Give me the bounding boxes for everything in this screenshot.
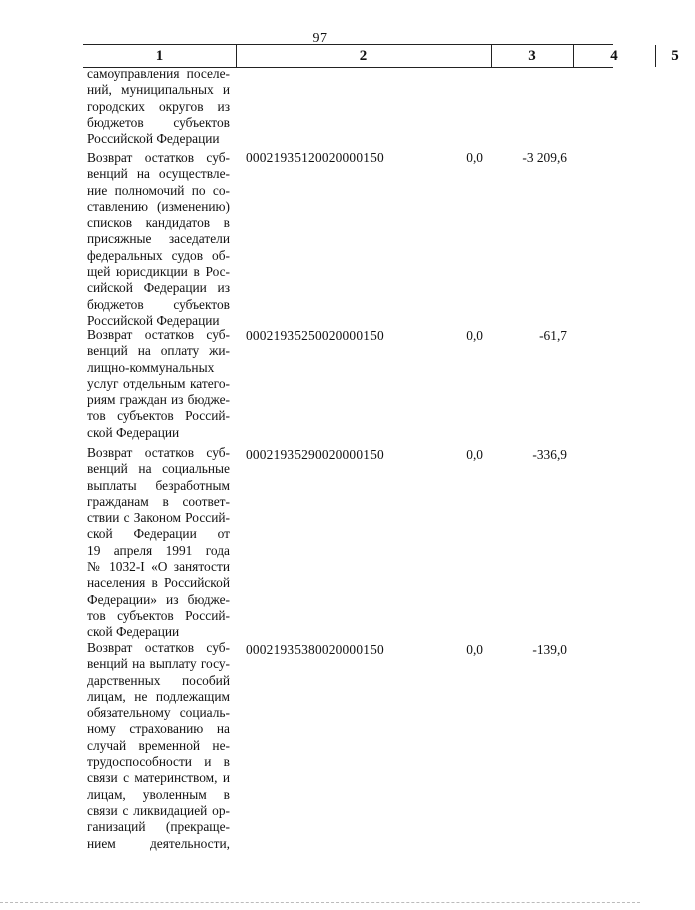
description-line: связи с ликвидацией ор- (87, 802, 230, 818)
description-line: списков кандидатов в (87, 215, 230, 231)
description-line: Возврат остатков суб- (87, 640, 230, 655)
description-line: трудоспособности и в (87, 754, 230, 770)
description-line: гражданам в соответ- (87, 493, 230, 509)
description-line: нием деятельности, (87, 835, 230, 851)
description-line: Российской Федерации (87, 131, 220, 147)
description-line: городских округов из (87, 98, 230, 114)
value-col-3: 0,0 (466, 642, 483, 657)
column-header-3: 3 (528, 48, 536, 64)
value-col-4: -61,7 (539, 328, 567, 343)
table-row-description (87, 66, 230, 147)
description-line: дарственных пособий (87, 672, 230, 688)
description-line: венций на выплату госу- (87, 656, 230, 672)
description-line: присяжные заседатели (87, 231, 230, 247)
value-col-4: -336,9 (532, 447, 567, 462)
description-line: федеральных судов об- (87, 247, 230, 263)
budget-code: 00021935380020000150 (246, 642, 384, 657)
budget-code: 00021935120020000150 (246, 150, 384, 165)
description-line: ний, муниципальных и (87, 82, 230, 98)
description-line: ному страхованию на (87, 721, 230, 737)
description-line: тов субъектов Россий- (87, 408, 230, 424)
description-line: ской Федерации (87, 624, 180, 640)
description-line: венций на осуществле- (87, 166, 230, 182)
description-line: населения в Российской (87, 575, 230, 591)
description-line: сийской Федерации из (87, 280, 230, 296)
description-line: ствии с Законом Россий- (87, 510, 230, 526)
page-number: 97 (312, 31, 328, 46)
budget-code: 00021935290020000150 (246, 447, 384, 462)
description-line: 19 апреля 1991 года (87, 542, 230, 558)
description-line: Возврат остатков суб- (87, 327, 230, 342)
value-col-4: -3 209,6 (522, 150, 567, 165)
table-row-description (87, 327, 230, 441)
table-header (83, 44, 679, 68)
description-line: Федерации» из бюдже- (87, 591, 230, 607)
description-line: риям граждан из бюдже- (87, 392, 230, 408)
description-line: венций на оплату жи- (87, 343, 230, 359)
description-line: обязательному социаль- (87, 705, 230, 721)
page-bottom-edge (0, 902, 640, 903)
table-row-description (87, 445, 230, 641)
description-line: ской Федерации от (87, 526, 230, 542)
description-line: № 1032-I «О занятости (87, 559, 230, 575)
description-line: связи с материнством, и (87, 770, 230, 786)
description-line: самоуправления поселе- (87, 66, 230, 81)
description-line: выплаты безработным (87, 477, 230, 493)
description-line: лицам, не подлежащим (87, 688, 230, 704)
budget-code: 00021935250020000150 (246, 328, 384, 343)
column-header-5: 5 (671, 48, 679, 64)
description-line: венций на социальные (87, 461, 230, 477)
value-col-4: -139,0 (532, 642, 567, 657)
description-line: Возврат остатков суб- (87, 445, 230, 460)
column-header-2: 2 (359, 48, 368, 64)
description-line: лицам, уволенным в (87, 786, 230, 802)
description-line: ние полномочий по со- (87, 182, 230, 198)
description-line: бюджетов субъектов (87, 114, 230, 130)
description-line: щей юрисдикции в Рос- (87, 264, 230, 280)
description-line: ской Федерации (87, 424, 180, 440)
description-line: тов субъектов Россий- (87, 607, 230, 623)
description-line: лищно-коммунальных (87, 359, 215, 375)
column-header-4: 4 (610, 48, 618, 64)
description-line: Российской Федерации (87, 312, 220, 328)
description-line: случай временной не- (87, 737, 230, 753)
description-line: Возврат остатков суб- (87, 150, 230, 165)
description-line: бюджетов субъектов (87, 296, 230, 312)
value-col-3: 0,0 (466, 328, 483, 343)
description-line: ганизаций (прекраще- (87, 819, 230, 835)
value-col-3: 0,0 (466, 150, 483, 165)
column-header-1: 1 (155, 48, 164, 64)
table-row-description (87, 640, 230, 852)
description-line: услуг отдельным катего- (87, 375, 230, 391)
value-col-3: 0,0 (466, 447, 483, 462)
table-row-description (87, 150, 230, 329)
description-line: ставлению (изменению) (87, 198, 230, 214)
